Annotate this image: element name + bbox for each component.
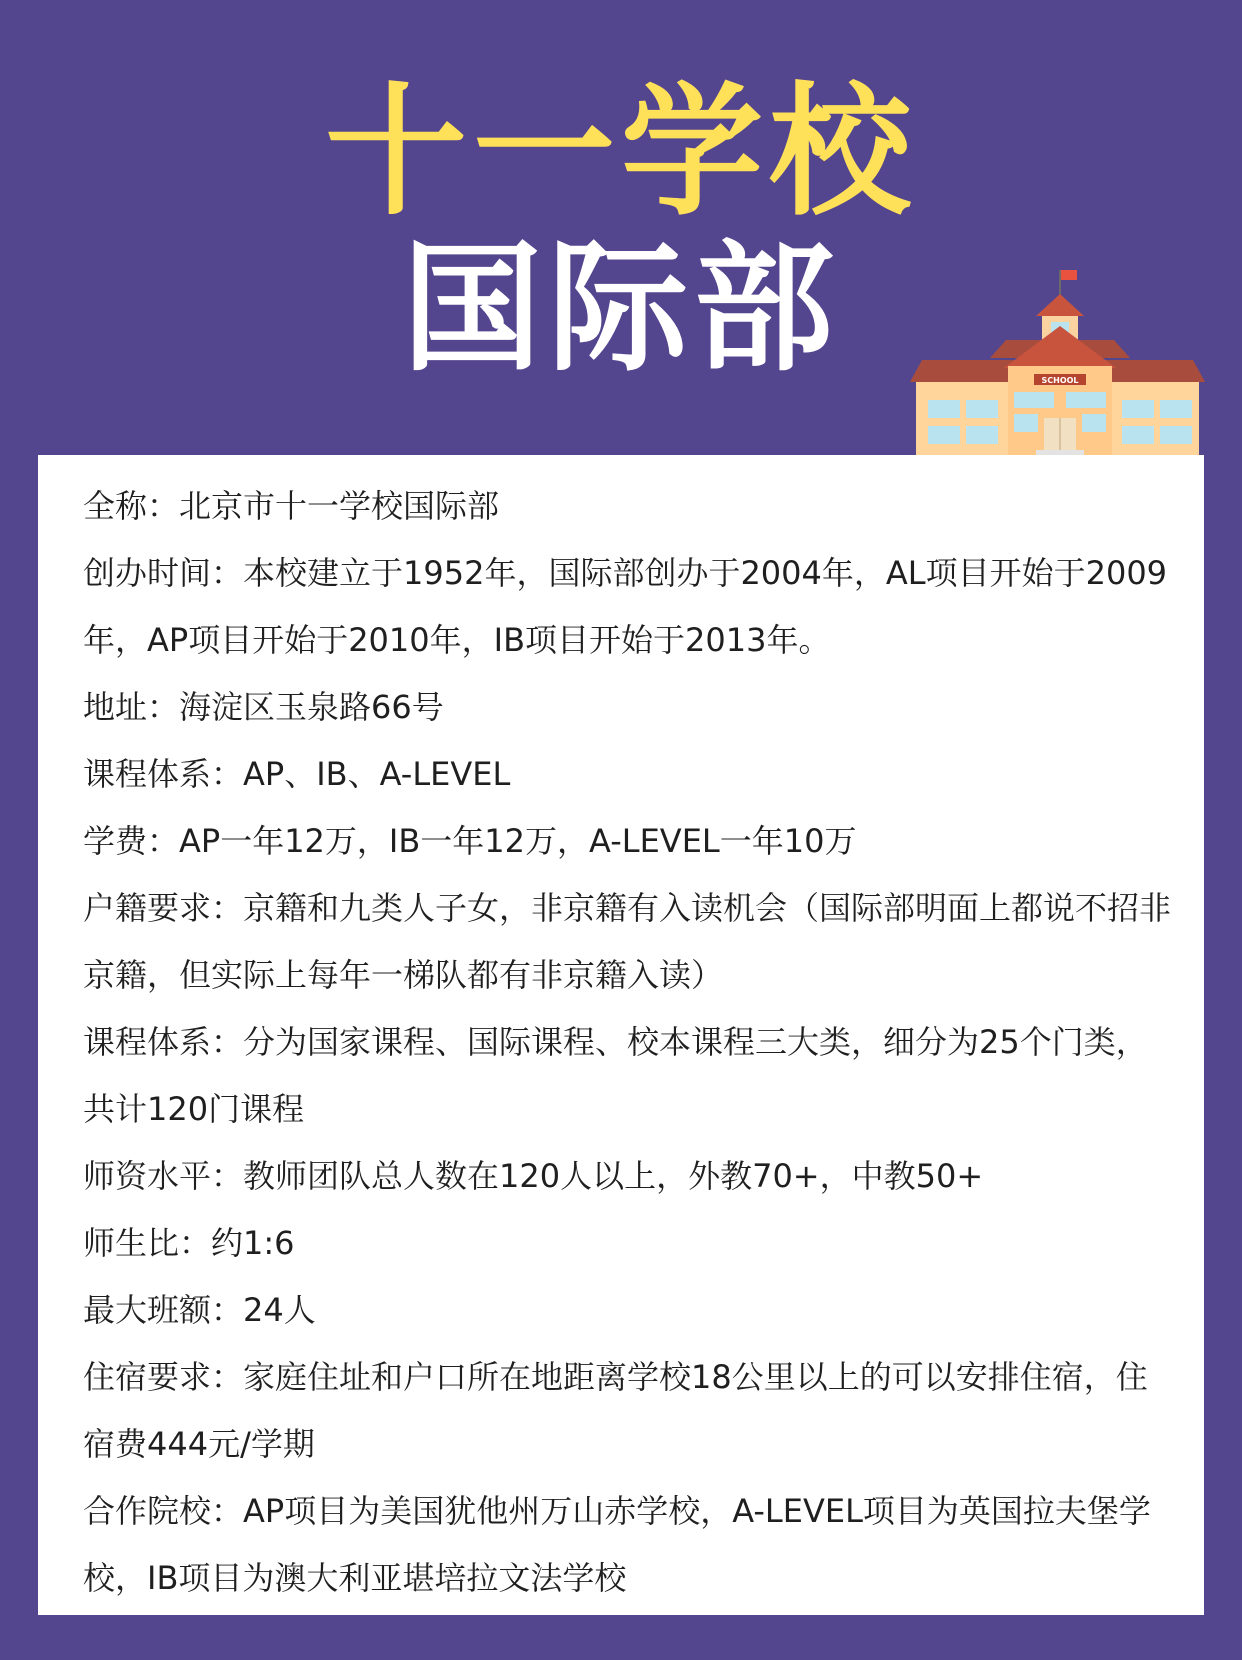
school-sign-text: SCHOOL (1041, 376, 1079, 385)
info-item-course-system: 课程体系：分为国家课程、国际课程、校本课程三大类，细分为25个门类，共计120门课程 (83, 1023, 1148, 1128)
info-item-address: 地址：海淀区玉泉路66号 (83, 688, 444, 726)
page-title: 十一学校 (325, 70, 917, 235)
info-item-full-name: 全称：北京市十一学校国际部 (83, 487, 500, 525)
info-item-boarding: 住宿要求：家庭住址和户口所在地距离学校18公里以上的可以安排住宿，住宿费444元/学期 (83, 1358, 1148, 1463)
info-item-partners: 合作院校：AP项目为美国犹他州万山赤学校，A-LEVEL项目为英国拉夫堡学校，IB项目为澳大利亚堪培拉文法学校 (83, 1492, 1151, 1597)
info-item-faculty: 师资水平：教师团队总人数在120人以上，外教70+，中教50+ (83, 1157, 984, 1195)
info-list (83, 473, 1173, 1612)
info-item-curriculum: 课程体系：AP、IB、A-LEVEL (83, 755, 511, 793)
info-item-class-size: 最大班额：24人 (83, 1291, 316, 1329)
info-item-ratio: 师生比：约1:6 (83, 1224, 295, 1262)
school-building-icon (910, 262, 1205, 457)
info-item-hukou: 户籍要求：京籍和九类人子女，非京籍有入读机会（国际部明面上都说不招非京籍，但实际上每年一梯队都有非京籍入读） (83, 889, 1172, 994)
info-item-tuition: 学费：AP一年12万，IB一年12万，A-LEVEL一年10万 (83, 822, 857, 860)
page-subtitle: 国际部 (401, 228, 840, 391)
info-card (38, 455, 1204, 1615)
info-item-founding: 创办时间：本校建立于1952年，国际部创办于2004年，AL项目开始于2009年，AP项目开始于2010年，IB项目开始于2013年。 (83, 554, 1168, 659)
